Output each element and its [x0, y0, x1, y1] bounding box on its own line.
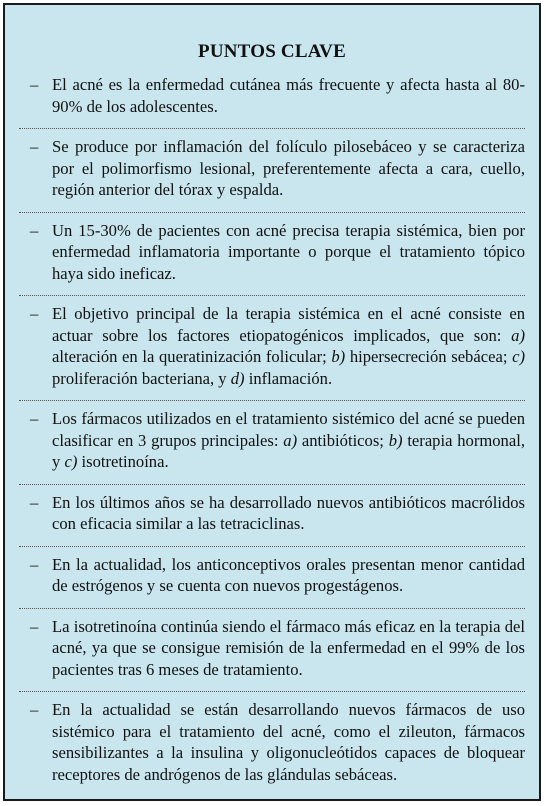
enumeration-marker: b): [388, 430, 403, 450]
point-text-segment: isotretinoína.: [77, 452, 169, 471]
key-point-text: [52, 700, 525, 784]
point-text-segment: La isotretinoína continúa siendo el fármaco más eficaz en la terapia del acné, ya que se consigue remisión de la enfermedad en el 99% de los pacientes tras 6 meses de tratamiento.: [52, 616, 525, 679]
key-point-text: [52, 555, 525, 596]
point-text-segment: El acné es la enfermedad cutánea más frecuente y afecta hasta al 80-90% de los adolescentes.: [52, 75, 525, 116]
dash-bullet-icon: –: [30, 304, 39, 323]
point-text-segment: hipersecreción sebácea;: [345, 347, 513, 366]
point-text-segment: En la actualidad se están desarrollando nuevos fármacos de uso sistémico para el tratamiento del acné, como el zileuton, fármacos sensibilizantes a la insulina y oligonucleótidos capaces de bloquear receptores de andrógenos de las glándulas sebáceas.: [52, 700, 525, 784]
enumeration-marker: b): [331, 347, 346, 366]
enumeration-marker: a): [283, 430, 298, 450]
dash-bullet-icon: –: [30, 75, 39, 94]
key-point: [19, 74, 525, 117]
key-point: [19, 691, 525, 785]
point-text-segment: inflamación.: [244, 368, 333, 388]
point-text-segment: alteración en la queratinización folicular;: [52, 347, 332, 366]
enumeration-marker: c): [64, 452, 78, 471]
point-text-segment: En los últimos años se ha desarrollado nuevos antibióticos macrólidos con eficacia similar a las tetraciclinas.: [52, 492, 525, 533]
key-point: [19, 400, 525, 473]
key-point: [19, 295, 525, 389]
key-points-list: [19, 74, 525, 785]
key-point: [19, 546, 525, 597]
key-point-text: [52, 137, 525, 199]
key-point-text: [52, 304, 525, 388]
point-text-segment: proliferación bacteriana, y: [52, 368, 231, 388]
point-text-segment: En la actualidad, los anticonceptivos orales presentan menor cantidad de estrógenos y se cuenta con nuevos progestágenos.: [52, 554, 525, 595]
dash-bullet-icon: –: [30, 616, 39, 636]
panel-title: PUNTOS CLAVE: [198, 41, 346, 62]
point-text-segment: El objetivo principal de la terapia sistémica en el acné consiste en actuar sobre los factores etiopatogénicos implicados, que son:: [52, 304, 525, 345]
key-point: [19, 608, 525, 681]
key-point-text: [52, 75, 525, 116]
key-point-text: [52, 493, 525, 534]
key-point: [19, 212, 525, 285]
point-text-segment: Un 15-30% de pacientes con acné precisa terapia sistémica, bien por enfermedad inflamatoria importante o porque el tratamiento tópico haya sido ineficaz.: [52, 220, 525, 283]
dash-bullet-icon: –: [30, 409, 39, 428]
key-point: [19, 128, 525, 201]
dash-bullet-icon: –: [30, 700, 39, 719]
dash-bullet-icon: –: [30, 137, 39, 156]
dash-bullet-icon: –: [30, 220, 39, 240]
point-text-segment: Los fármacos utilizados en el tratamiento sistémico del acné se pueden clasificar en 3 grupos principales:: [52, 409, 525, 450]
point-text-segment: Se produce por inflamación del folículo pilosebáceo y se caracteriza por el polimorfismo lesional, preferentemente afecta a cara, cuello, región anterior del tórax y espalda.: [52, 137, 525, 199]
dash-bullet-icon: –: [30, 492, 39, 512]
enumeration-marker: c): [512, 347, 525, 366]
enumeration-marker: a): [511, 325, 525, 345]
point-text-segment: terapia hormonal, y: [52, 430, 525, 471]
key-points-panel: [3, 3, 541, 801]
key-point-text: [52, 617, 525, 679]
key-point-text: [52, 221, 525, 283]
key-point-text: [52, 409, 525, 471]
key-point: [19, 484, 525, 535]
dash-bullet-icon: –: [30, 554, 39, 574]
enumeration-marker: d): [230, 368, 245, 388]
point-text-segment: antibióticos;: [297, 430, 389, 450]
